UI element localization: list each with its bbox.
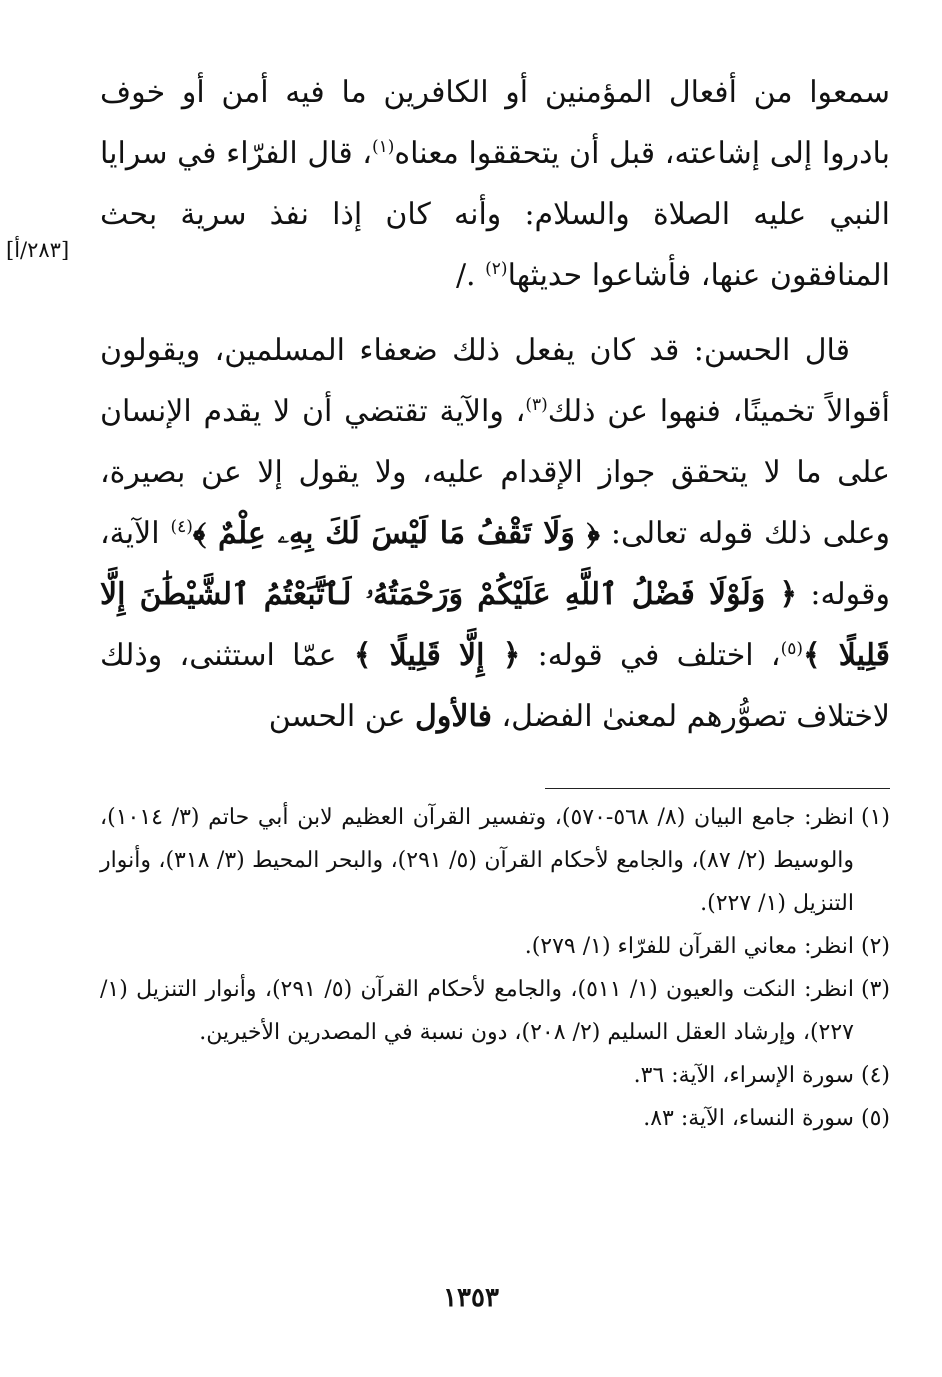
footnote-item <box>100 796 890 925</box>
footnote-number: (٢) <box>860 934 890 959</box>
footnote-text: سورة النساء، الآية: ٨٣. <box>643 1106 854 1131</box>
footnote-ref-1: (١) <box>371 137 395 157</box>
footnote-ref-3: (٣) <box>525 395 548 415</box>
footnote-separator <box>545 788 890 789</box>
bold-keyword: فالأول <box>415 699 492 734</box>
footnote-item <box>100 1054 890 1097</box>
footnote-item <box>100 1097 890 1140</box>
footnote-text: سورة الإسراء، الآية: ٣٦. <box>633 1063 854 1088</box>
body-paragraph-2 <box>100 320 890 747</box>
footnote-number: (٣) <box>860 977 890 1002</box>
text-run: ، اختلف في قوله: <box>520 638 781 673</box>
quran-verse-3: ﴿ إِلَّا قَلِيلًا ﴾ <box>353 638 521 673</box>
quran-verse-2: ﴿ وَلَوْلَا فَضْلُ ٱللَّهِ عَلَيْكُمْ وَرَحْمَتُهُۥ لَٱتَّبَعْتُمُ ٱلشَّيْطَٰنَ إِلَّا قَلِيلًا ﴾ <box>100 577 891 673</box>
body-paragraph-1 <box>100 62 890 306</box>
footnote-text: انظر: جامع البيان (٨/ ٥٦٨-٥٧٠)، وتفسير القرآن العظيم لابن أبي حاتم (٣/ ١٠١٤)، والوسيط (٢/ ٨٧)، والجامع لأحكام القرآن (٥/ ٢٩١)، والبحر المحيط (٣/ ٣١٨)، وأنوار التنزيل (١/ ٢٢٧). <box>100 805 855 916</box>
footnote-number: (١) <box>860 805 890 830</box>
text-run: ، قال الفرّاء في سرايا النبي عليه الصلاة والسلام: وأنه كان إذا نفذ سرية بحث المنافقون عنها، فأشاعوا حديثها <box>100 136 890 293</box>
text-run: الآية، وقوله: <box>100 516 890 612</box>
page-number: ١٣٥٣ <box>443 1283 499 1313</box>
footnote-ref-4: (٤) <box>170 517 193 537</box>
text-run: قال الحسن: قد كان يفعل ذلك ضعفاء المسلمين، ويقولون أقوالاً تخمينًا، فنهوا عن ذلك <box>100 333 890 429</box>
footnote-item <box>100 925 890 968</box>
text-run: عمّا استثنى، وذلك لاختلاف تصوُّرهم لمعنىٰ الفضل، <box>100 638 890 734</box>
footnote-item <box>100 968 890 1054</box>
footnote-text: انظر: معاني القرآن للفرّاء (١/ ٢٧٩). <box>524 934 854 959</box>
text-run: سمعوا من أفعال المؤمنين أو الكافرين ما فيه أمن أو خوف بادروا إلى إشاعته، قبل أن يتحققوا معناه <box>100 75 890 171</box>
quran-verse-1: ﴿ وَلَا تَقْفُ مَا لَيْسَ لَكَ بِهِۦ عِلْمٌ ﴾ <box>192 516 600 551</box>
text-run: ، والآية تقتضي أن لا يقدم الإنسان على ما لا يتحقق جواز الإقدام عليه، ولا يقول إلا عن بصيرة، وعلى ذلك قوله تعالى: <box>100 394 890 551</box>
footnote-number: (٥) <box>860 1106 890 1131</box>
footnote-number: (٤) <box>860 1063 890 1088</box>
footnote-text: انظر: النكت والعيون (١/ ٥١١)، والجامع لأحكام القرآن (٥/ ٢٩١)، وأنوار التنزيل (١/ ٢٢٧)، وإرشاد العقل السليم (٢/ ٢٠٨)، دون نسبة في المصدرين الأخيرين. <box>100 977 854 1045</box>
manuscript-folio-reference: [٢٨٣/أ] <box>6 238 70 262</box>
text-run: عن الحسن <box>268 699 416 734</box>
footnote-ref-2: (٢) <box>485 259 508 279</box>
text-run: ./ <box>455 258 486 293</box>
footnote-ref-5: (٥) <box>780 639 803 659</box>
footnotes-list <box>100 796 890 1140</box>
